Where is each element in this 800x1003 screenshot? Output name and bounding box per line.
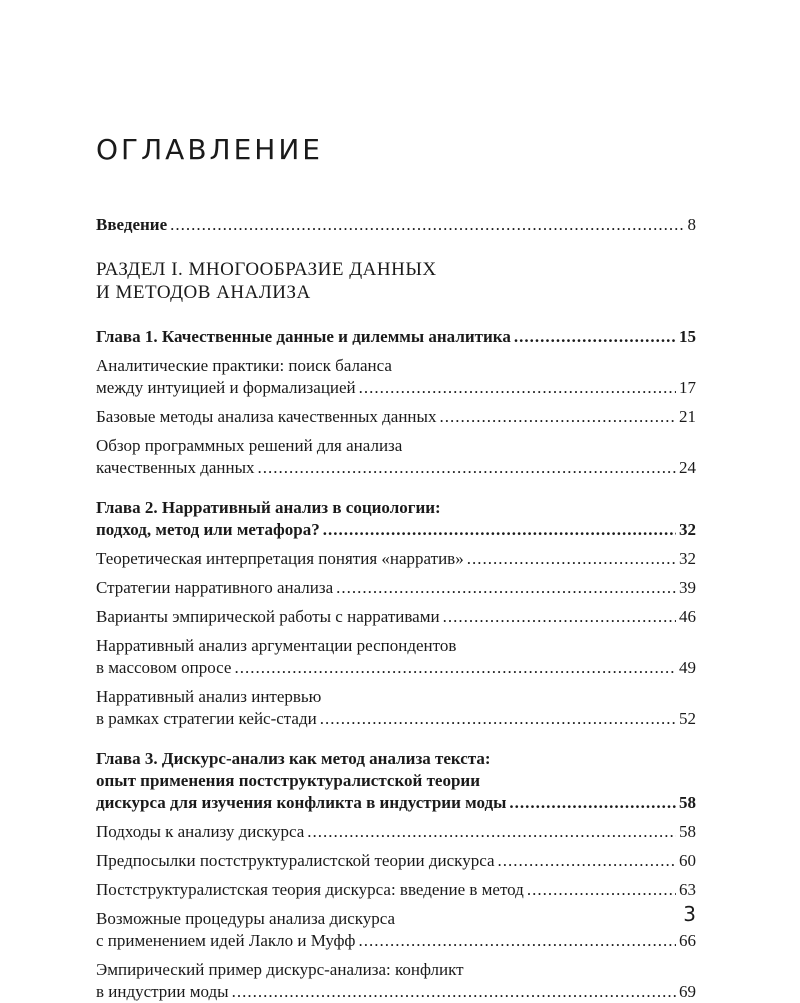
chapter-1 [96,326,696,479]
part-heading-line: И МЕТОДОВ АНАЛИЗА [96,282,311,303]
toc-entry-label: Аналитические практики: поиск баланса [96,356,392,375]
dot-leader [307,821,676,843]
toc-entry-label: Базовые методы анализа качественных данных [96,407,437,426]
toc-entry-label: в индустрии моды [96,982,229,1001]
toc-entry-label: Стратегии нарративного анализа [96,578,334,597]
toc-page-number: 46 [679,607,696,626]
toc-page-number: 32 [679,520,696,539]
table-of-contents [96,214,696,1003]
dot-leader [439,406,676,428]
toc-entry-label: Введение [96,215,168,234]
toc-entry-label: Варианты эмпирической работы с нарративами [96,607,440,626]
toc-page-number: 58 [679,793,696,812]
toc-page-number: 52 [679,709,696,728]
toc-entry-label: в рамках стратегии кейс-стади [96,709,317,728]
toc-page-number: 60 [679,851,696,870]
toc-page-number: 66 [679,931,696,950]
dot-leader [320,708,676,730]
toc-entry[interactable] [96,577,696,599]
dot-leader [170,214,684,236]
toc-entry[interactable] [96,908,696,952]
dot-leader [359,377,676,399]
toc-entry[interactable] [96,821,696,843]
toc-entry-label: Глава 3. Дискурс-анализ как метод анализа текста: [96,749,491,768]
toc-page-number: 69 [679,982,696,1001]
dot-leader [258,457,676,479]
dot-leader [443,606,676,628]
toc-entry-label: Нарративный анализ интервью [96,687,322,706]
toc-entry-label: Возможные процедуры анализа дискурса [96,909,396,928]
toc-page-number: 39 [679,578,696,597]
toc-page-number: 58 [679,822,696,841]
toc-entry[interactable] [96,635,696,679]
toc-entry[interactable] [96,959,696,1003]
toc-entry[interactable] [96,606,696,628]
toc-entry-label: между интуицией и формализацией [96,378,356,397]
toc-entry-label: Подходы к анализу дискурса [96,822,305,841]
chapter-2 [96,497,696,730]
toc-entry-label: опыт применения постструктуралистской теории [96,771,481,790]
toc-entry[interactable] [96,850,696,872]
toc-entry-label: Глава 1. Качественные данные и дилеммы аналитика [96,327,511,346]
toc-chapter-heading[interactable] [96,326,696,348]
toc-entry-label: Постструктуралистская теория дискурса: введение в метод [96,880,524,899]
chapter-3 [96,748,696,1003]
toc-page-number: 32 [679,549,696,568]
dot-leader [498,850,676,872]
toc-entry[interactable] [96,406,696,428]
dot-leader [358,930,676,952]
toc-entry-label: качественных данных [96,458,255,477]
toc-entry-label: Эмпирический пример дискурс-анализа: конфликт [96,960,464,979]
toc-entry-label: дискурса для изучения конфликта в индустрии моды [96,793,507,812]
toc-page-number: 21 [679,407,696,426]
toc-entry[interactable] [96,548,696,570]
toc-page-number: 17 [679,378,696,397]
toc-page-number: 8 [687,215,696,234]
toc-entry-label: в массовом опросе [96,658,232,677]
page-number: 3 [683,902,696,926]
toc-entry-label: Теоретическая интерпретация понятия «нарратив» [96,549,464,568]
dot-leader [234,657,676,679]
dot-leader [509,792,676,814]
part-heading [96,258,696,304]
toc-page-number: 63 [679,880,696,899]
toc-entry-label: Нарративный анализ аргументации респондентов [96,636,457,655]
toc-page-number: 15 [679,327,696,346]
toc-entry-label: Обзор программных решений для анализа [96,436,403,455]
part-heading-line: РАЗДЕЛ I. МНОГООБРАЗИЕ ДАННЫХ [96,259,437,280]
toc-entry-label: подход, метод или метафора? [96,520,320,539]
toc-entry[interactable] [96,879,696,901]
toc-chapter-heading[interactable] [96,497,696,541]
dot-leader [336,577,676,599]
dot-leader [527,879,676,901]
page-title: ОГЛАВЛЕНИЕ [96,133,323,166]
toc-chapter-heading[interactable] [96,748,696,814]
toc-entry[interactable] [96,686,696,730]
toc-entry-label: с применением идей Лакло и Муфф [96,931,356,950]
toc-entry-label: Глава 2. Нарративный анализ в социологии: [96,498,441,517]
toc-page-number: 49 [679,658,696,677]
toc-entry-introduction[interactable] [96,214,696,236]
dot-leader [467,548,676,570]
dot-leader [514,326,676,348]
toc-entry-label: Предпосылки постструктуралистской теории дискурса [96,851,495,870]
dot-leader [323,519,676,541]
toc-page-number: 24 [679,458,696,477]
toc-entry[interactable] [96,355,696,399]
toc-entry[interactable] [96,435,696,479]
